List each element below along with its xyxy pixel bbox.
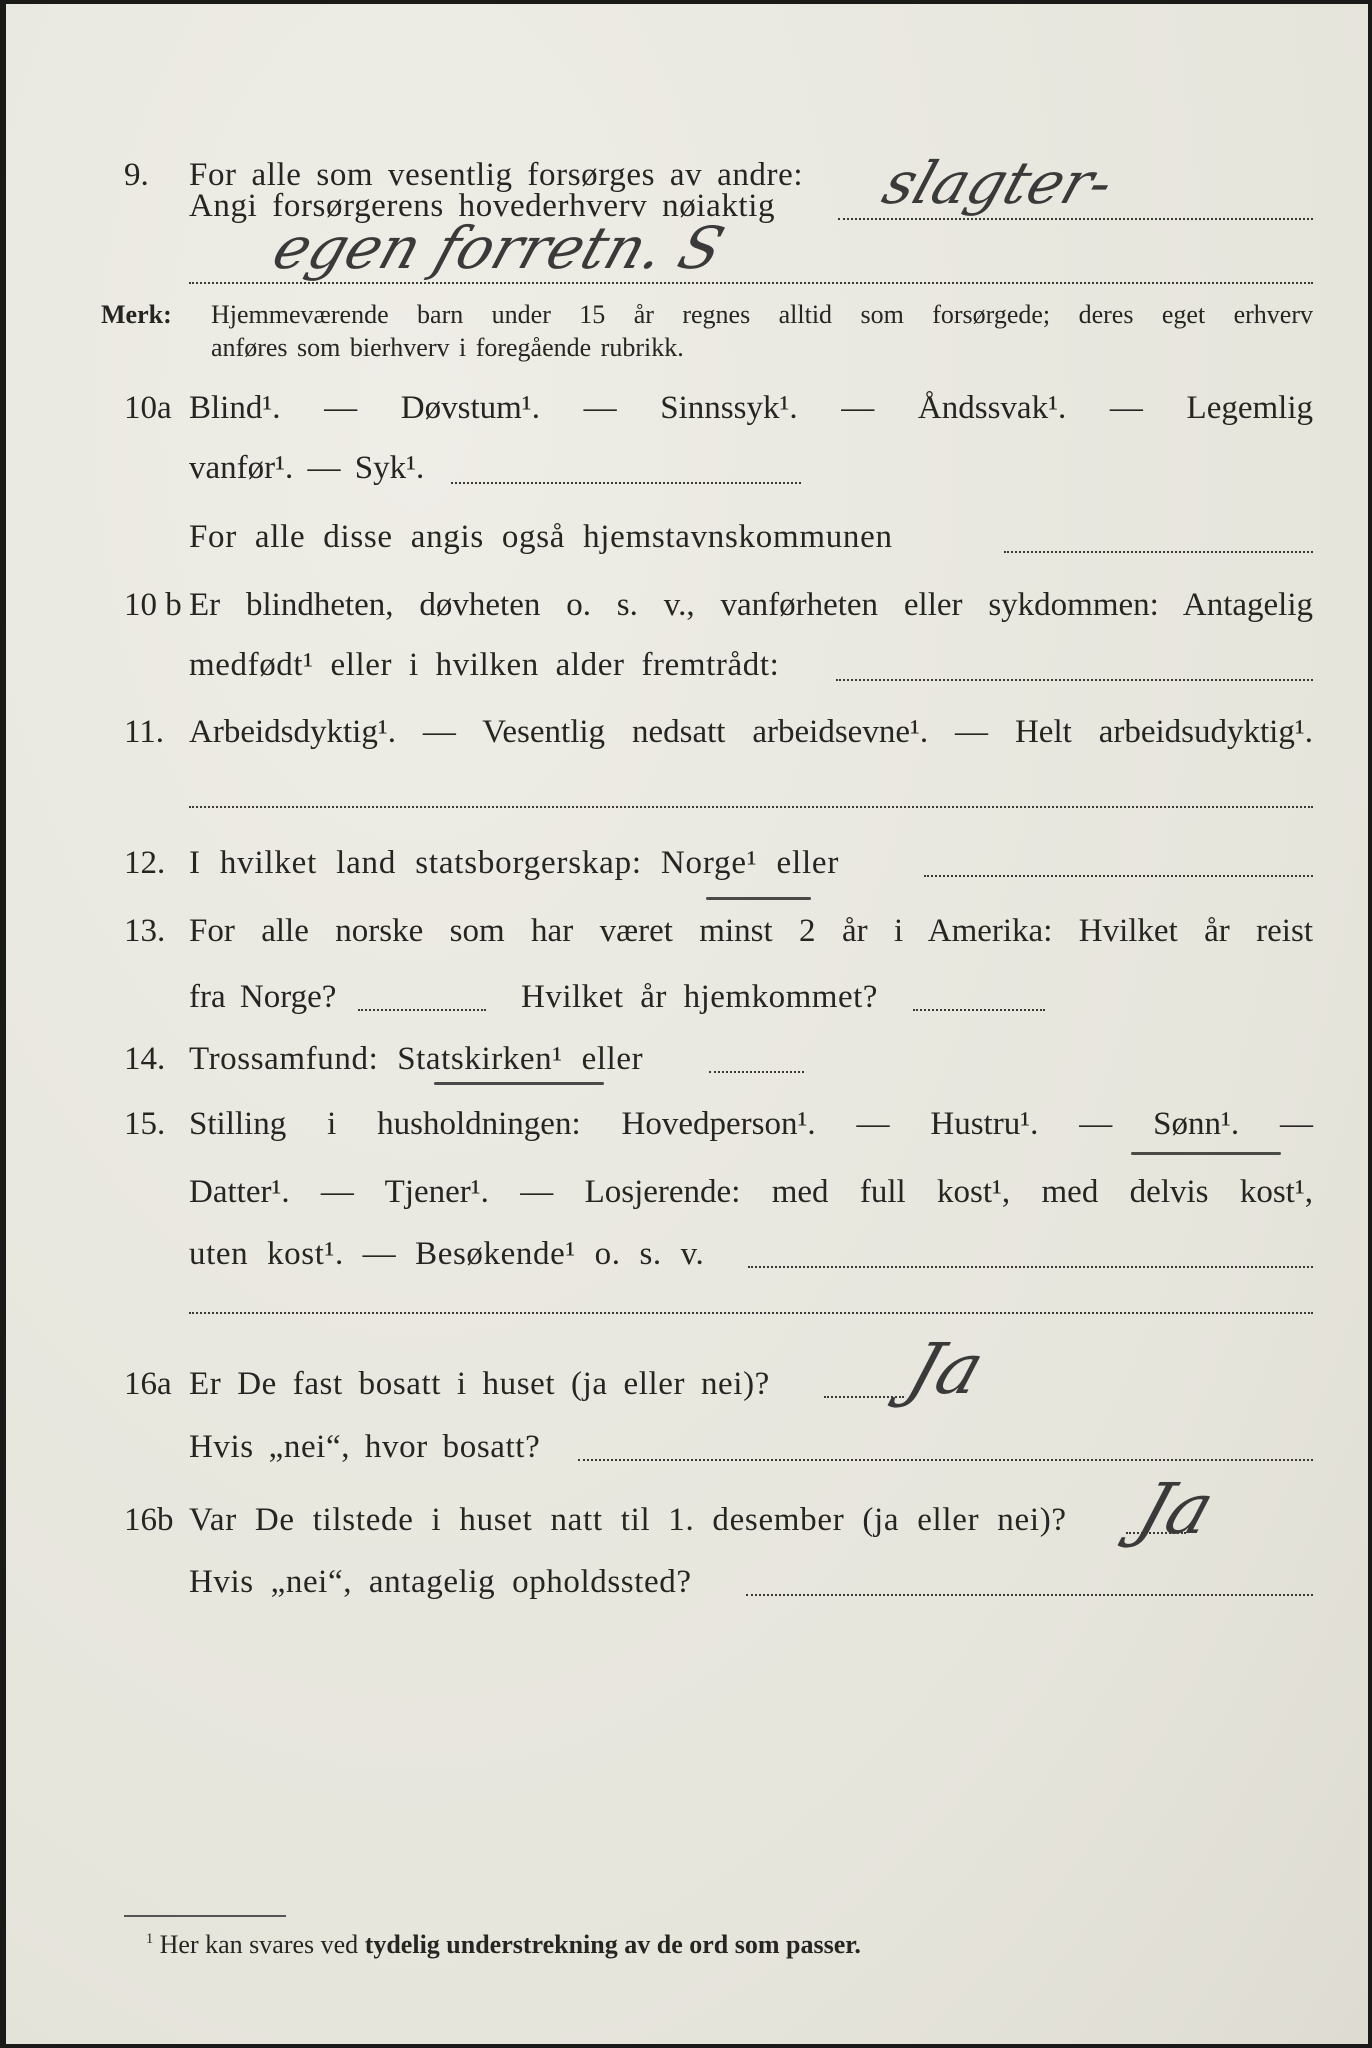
merk-line1: Hjemmeværende barn under 15 år regnes alltid som forsørgede; deres eget erhverv <box>211 300 1313 329</box>
statskirken-underline-mark <box>434 1082 604 1085</box>
q10a-line3: For alle disse angis også hjemstavnskommunen <box>189 519 893 555</box>
q10b-line2: medfødt¹ eller i hvilken alder fremtrådt: <box>189 647 780 683</box>
q15-line3: uten kost¹. — Besøkende¹ o. s. v. <box>189 1236 705 1272</box>
q10a-number: 10a <box>124 390 172 426</box>
q12-line1: I hvilket land statsborgerskap: Norge¹ eller <box>189 845 840 881</box>
q16b-line2: Hvis „nei“, antagelig opholdssted? <box>189 1564 692 1600</box>
census-form-page <box>6 4 1368 2044</box>
q16a-answer-line <box>824 1396 904 1398</box>
q10a-answer-line <box>451 482 801 484</box>
q10a-line1: Blind¹. — Døvstum¹. — Sinnssyk¹. — Åndssvak¹. — Legemlig <box>189 390 1313 426</box>
q15-answer-line <box>748 1266 1313 1268</box>
q11-line1: Arbeidsdyktig¹. — Vesentlig nedsatt arbeidsevne¹. — Helt arbeidsudyktig¹. <box>189 714 1313 750</box>
footnote-mark: 1 <box>146 1931 154 1947</box>
q13-line1: For alle norske som har været minst 2 år i Amerika: Hvilket år reist <box>189 913 1313 949</box>
q16a-handwritten-answer: Ja <box>897 1328 995 1410</box>
q16b-opholdssted-line <box>746 1594 1313 1596</box>
q13-number: 13. <box>124 913 166 949</box>
q16b-line1: Var De tilstede i huset natt til 1. desember (ja eller nei)? <box>189 1502 1067 1538</box>
q12-number: 12. <box>124 845 166 881</box>
sonn-underline-mark <box>1131 1152 1281 1155</box>
q11-number: 11. <box>124 714 165 750</box>
footnote-bold: tydelig understrekning av de ord som passer. <box>364 1930 861 1959</box>
q10b-line1: Er blindheten, døvheten o. s. v., vanførheten eller sykdommen: Antagelig <box>189 587 1313 623</box>
q13-line2a: fra Norge? <box>189 979 337 1015</box>
q16b-number: 16b <box>124 1502 174 1538</box>
q13-hjemkommet-line <box>913 1009 1045 1011</box>
q10b-number: 10 b <box>124 587 182 623</box>
merk-line2: anføres som bierhverv i foregående rubrikk. <box>211 333 684 362</box>
q13-line2b: Hvilket år hjemkommet? <box>521 979 878 1015</box>
q14-number: 14. <box>124 1041 166 1077</box>
q16a-bosatt-line <box>578 1459 1313 1461</box>
q16b-handwritten-answer: Ja <box>1127 1468 1225 1550</box>
q9-answer-line2 <box>189 282 1313 284</box>
q14-answer-line <box>709 1071 804 1073</box>
q14-line1: Trossamfund: Statskirken¹ eller <box>189 1041 644 1077</box>
q15-number: 15. <box>124 1106 166 1142</box>
q9-answer-line1 <box>838 218 1313 220</box>
q10a-line2: vanfør¹. — Syk¹. <box>189 450 425 486</box>
q16a-line1: Er De fast bosatt i huset (ja eller nei)? <box>189 1366 770 1402</box>
q9-handwritten-answer2: egen forretn. S <box>264 214 733 282</box>
footnote <box>146 1932 861 1958</box>
q11-answer-line <box>189 806 1313 808</box>
q15-line2: Datter¹. — Tjener¹. — Losjerende: med full kost¹, med delvis kost¹, <box>189 1174 1313 1210</box>
q16a-line2: Hvis „nei“, hvor bosatt? <box>189 1429 541 1465</box>
q15-answer-line2 <box>189 1312 1313 1314</box>
q9-line1: For alle som vesentlig forsørges av andre: <box>189 157 804 193</box>
q10a-hjemstavn-line <box>1004 551 1313 553</box>
q10b-answer-line <box>836 679 1313 681</box>
footnote-rule <box>124 1915 286 1917</box>
norge-underline-mark <box>706 897 811 900</box>
q16a-number: 16a <box>124 1366 172 1402</box>
q9-handwritten-answer1: slagter- <box>874 149 1123 217</box>
q15-line1: Stilling i husholdningen: Hovedperson¹. — Hustru¹. — Sønn¹. — <box>189 1106 1313 1142</box>
footnote-plain: Her kan svares ved <box>159 1930 359 1959</box>
q9-line2: Angi forsørgerens hovederhverv nøiaktig <box>189 188 776 224</box>
merk-label: Merk: <box>101 300 172 329</box>
q9-number: 9. <box>124 157 149 193</box>
q12-answer-line <box>924 875 1313 877</box>
q13-reist-line <box>358 1009 486 1011</box>
